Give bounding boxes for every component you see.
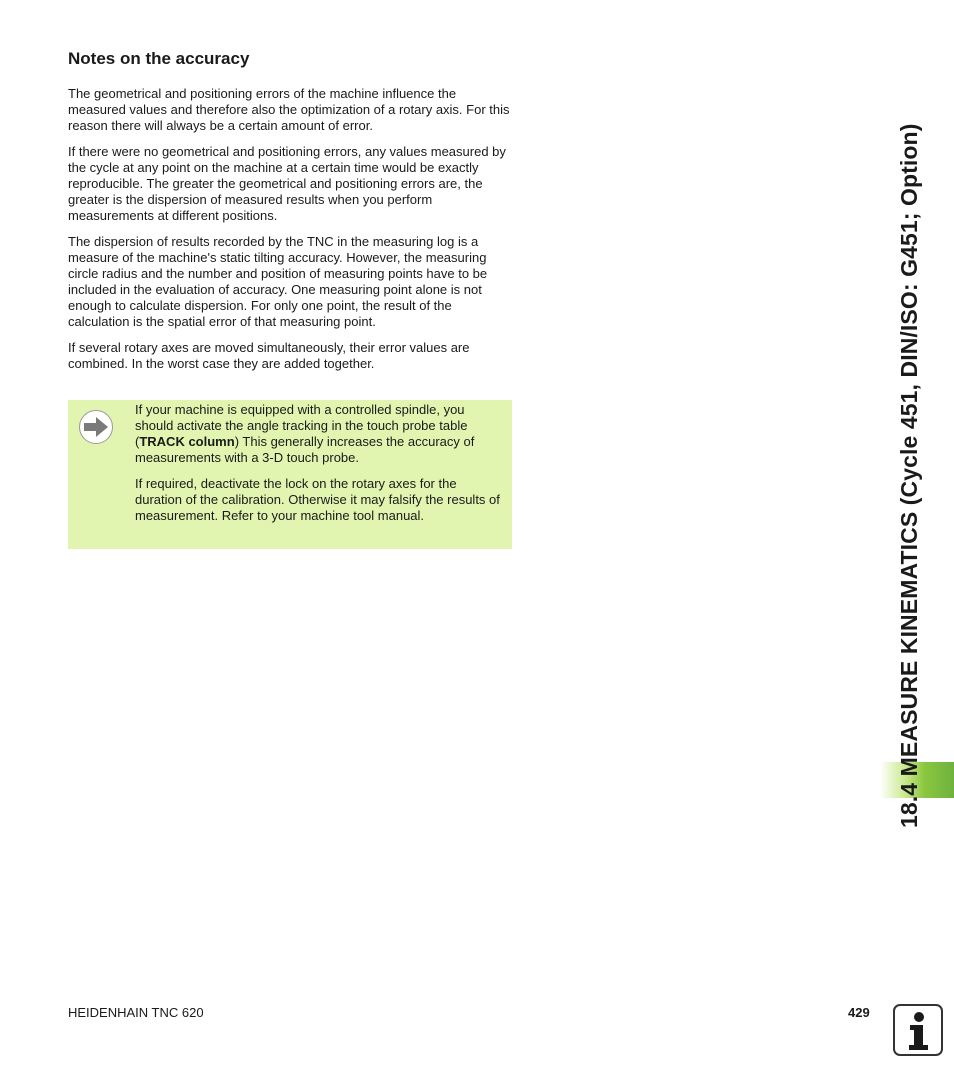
body-text [68,86,513,382]
paragraph-3: The dispersion of results recorded by the TNC in the measuring log is a measure of the machine's static tilting accuracy. However, the measuring circle radius and the number and position of measuring points have to be included in the evaluation of accuracy. One measuring point alone is not enough to calculate dispersion. For only one point, the result of the calculation is the spatial error of that measuring point. [68,234,488,329]
footer-product-name: HEIDENHAIN TNC 620 [68,1005,204,1020]
note-content [135,402,505,534]
arrow-right-icon [79,410,113,444]
note-box [68,400,512,549]
chapter-side-title: 18.4 MEASURE KINEMATICS (Cycle 451, DIN/ISO: G451; Option) [896,123,922,828]
note-text-after: ) This generally increases the accuracy of measurements with a 3-D touch probe. [135,434,475,465]
note-paragraph-1 [135,402,505,466]
section-heading: Notes on the accuracy [68,49,250,68]
paragraph-1: The geometrical and positioning errors of the machine influence the measured values and therefore also the optimization of a rotary axis. For this reason there will always be a certain amount of error. [68,86,510,133]
page-number: 429 [848,1005,870,1020]
note-text-before: If your machine is equipped with a controlled spindle, you should activate the angle tracking in the touch probe table ( [135,402,468,449]
track-column-term: TRACK column [139,434,235,449]
paragraph-2: If there were no geometrical and positioning errors, any values measured by the cycle at any point on the machine at a certain time would be exactly reproducible. The greater the geometrical and positioning errors are, the greater is the dispersion of measured results when you perform measurements at different positions. [68,144,506,223]
note-paragraph-2: If required, deactivate the lock on the rotary axes for the duration of the calibration. Otherwise it may falsify the results of measurement. Refer to your machine tool manual. [135,476,500,523]
paragraph-4: If several rotary axes are moved simultaneously, their error values are combined. In the worst case they are added together. [68,340,470,371]
info-icon [893,1004,943,1056]
